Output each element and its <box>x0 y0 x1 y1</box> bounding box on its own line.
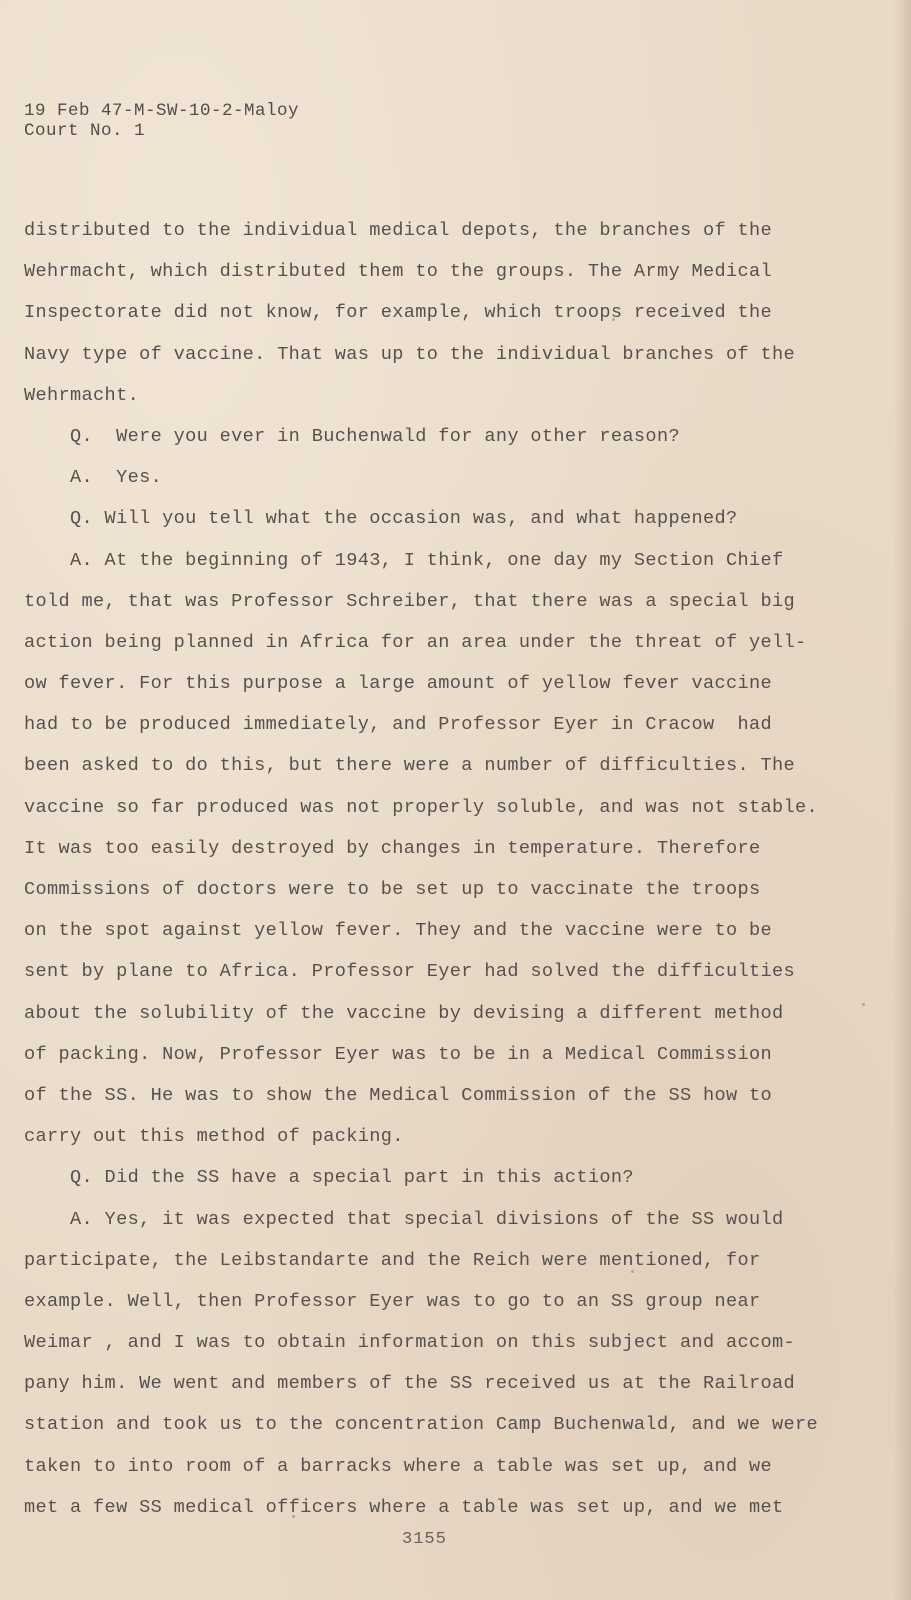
transcript-line: carry out this method of packing. <box>24 1126 404 1148</box>
transcript-line: ow fever. For this purpose a large amount of yellow fever vaccine <box>24 673 773 695</box>
transcript-line: Wehrmacht. <box>24 384 140 406</box>
transcript-line: had to be produced immediately, and Professor Eyer in Cracow had <box>24 714 773 736</box>
transcript-line: distributed to the individual medical depots, the branches of the <box>24 220 773 241</box>
transcript-line: A. Yes. <box>24 467 163 489</box>
transcript-line: Navy type of vaccine. That was up to the individual branches of the <box>24 343 796 365</box>
transcript-line: Q. Will you tell what the occasion was, and what happened? <box>24 508 738 530</box>
transcript-line: been asked to do this, but there were a number of difficulties. The <box>24 755 796 777</box>
page-number: 3155 <box>402 1530 447 1549</box>
transcript-line: met a few SS medical officers where a table was set up, and we met <box>24 1496 784 1518</box>
transcript-line: A. At the beginning of 1943, I think, one day my Section Chief <box>24 549 784 571</box>
transcript-line: sent by plane to Africa. Professor Eyer had solved the difficulties <box>24 961 796 983</box>
transcript-line: Weimar , and I was to obtain information on this subject and accom- <box>24 1332 796 1354</box>
transcript-line: about the solubility of the vaccine by devising a different method <box>24 1002 784 1024</box>
transcript-body <box>24 219 884 1537</box>
page-edge-shadow <box>893 0 911 1600</box>
transcript-line: Q. Were you ever in Buchenwald for any other reason? <box>24 425 680 447</box>
document-header <box>24 101 299 141</box>
transcript-line: vaccine so far produced was not properly soluble, and was not stable. <box>24 796 819 818</box>
transcript-line: A. Yes, it was expected that special divisions of the SS would <box>24 1208 784 1230</box>
transcript-line: of packing. Now, Professor Eyer was to be in a Medical Commission <box>24 1043 773 1065</box>
transcript-line: pany him. We went and members of the SS received us at the Railroad <box>24 1373 796 1395</box>
paper-speck <box>862 1003 865 1006</box>
transcript-line: participate, the Leibstandarte and the Reich were mentioned, for <box>24 1249 761 1271</box>
transcript-line: of the SS. He was to show the Medical Commission of the SS how to <box>24 1084 773 1106</box>
transcript-line: Wehrmacht, which distributed them to the groups. The Army Medical <box>24 261 773 283</box>
transcript-line: It was too easily destroyed by changes in temperature. Therefore <box>24 837 761 859</box>
transcript-line: station and took us to the concentration Camp Buchenwald, and we were <box>24 1414 819 1436</box>
transcript-line: Inspectorate did not know, for example, which troops received the <box>24 302 773 324</box>
transcript-line: Q. Did the SS have a special part in this action? <box>24 1167 634 1189</box>
transcript-line: Commissions of doctors were to be set up to vaccinate the troops <box>24 879 761 900</box>
paper-speck <box>612 318 615 321</box>
transcript-line: told me, that was Professor Schreiber, that there was a special big <box>24 590 796 612</box>
transcript-line: action being planned in Africa for an area under the threat of yell- <box>24 631 807 653</box>
transcript-line: on the spot against yellow fever. They and the vaccine were to be <box>24 920 773 942</box>
transcript-reference: 19 Feb 47-M-SW-10-2-Maloy <box>24 101 300 121</box>
court-number: Court No. 1 <box>24 121 146 141</box>
transcript-line: example. Well, then Professor Eyer was to go to an SS group near <box>24 1290 761 1312</box>
paper-speck <box>292 1515 295 1518</box>
transcript-line: taken to into room of a barracks where a table was set up, and we <box>24 1455 773 1477</box>
paper-speck <box>631 1270 634 1273</box>
